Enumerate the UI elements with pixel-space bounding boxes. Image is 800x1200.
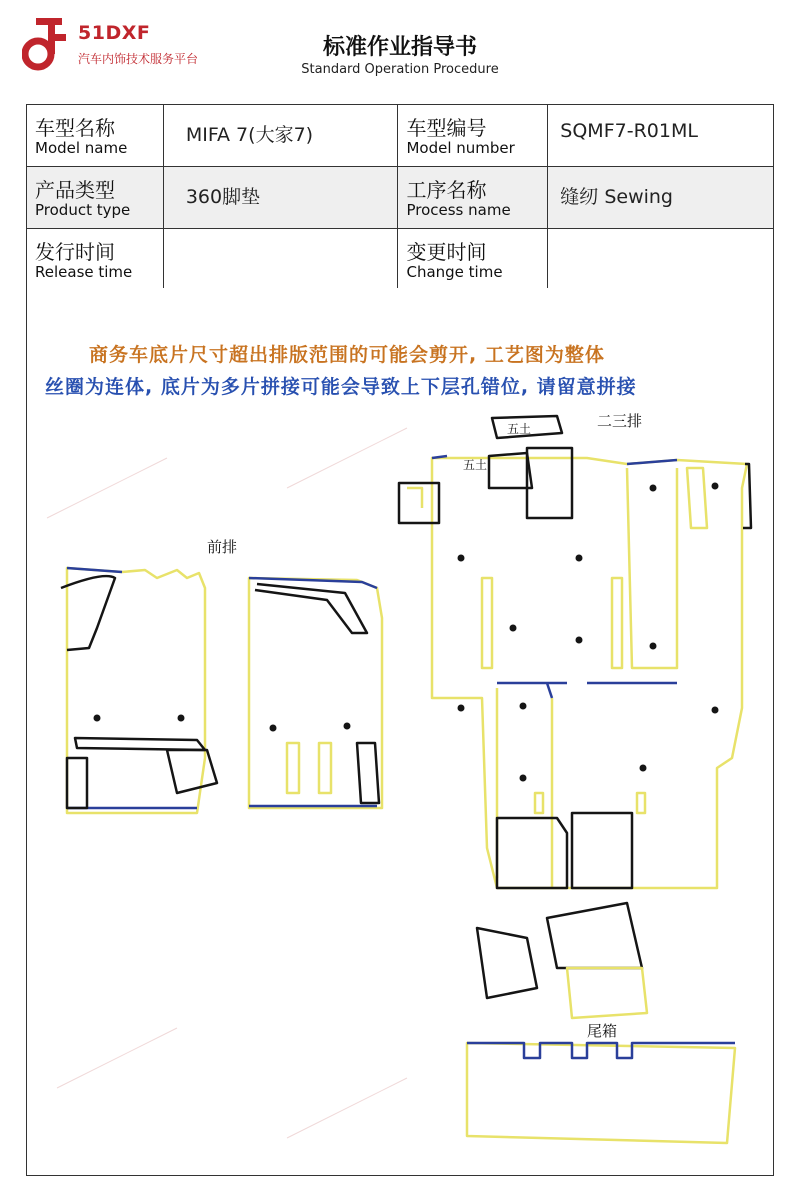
label-en: Change time — [406, 263, 503, 281]
label-en: Process name — [406, 201, 511, 219]
model-number-label — [398, 105, 548, 167]
release-time-value — [163, 229, 398, 289]
trunk-mat — [467, 1043, 735, 1143]
label-zh: 车型名称 — [35, 116, 115, 140]
small-piece-label: 五土 — [507, 422, 532, 436]
label-zh: 发行时间 — [35, 240, 115, 264]
label-zh: 产品类型 — [35, 178, 115, 202]
front-row-label: 前排 — [207, 538, 238, 556]
trunk-label: 尾箱 — [587, 1022, 618, 1040]
document-title: 标准作业指导书 — [322, 35, 477, 60]
label-en: Model name — [35, 139, 128, 157]
mat-layout-diagram — [26, 288, 774, 1176]
process-name-label — [398, 167, 548, 229]
front-right-mat — [249, 578, 382, 808]
model-name-label — [27, 105, 164, 167]
label-zh: 车型编号 — [406, 116, 487, 140]
product-type-label — [27, 167, 164, 229]
model-name-value: MIFA 7(大家7) — [163, 105, 398, 167]
info-table — [26, 104, 774, 289]
mat-outline-drawing — [27, 288, 775, 1176]
small-piece-label: 五土 — [463, 458, 488, 472]
label-zh: 变更时间 — [406, 240, 487, 264]
document-header — [0, 0, 800, 104]
info-row — [27, 229, 774, 289]
process-name-value: 缝纫 Sewing — [548, 167, 774, 229]
front-left-mat — [61, 568, 217, 813]
document-subtitle: Standard Operation Procedure — [301, 62, 499, 77]
lower-center-pieces — [477, 813, 647, 1018]
product-type-value: 360脚垫 — [163, 167, 398, 229]
release-time-label — [27, 229, 164, 289]
second-third-row-label: 二三排 — [597, 412, 643, 430]
label-zh: 工序名称 — [406, 178, 487, 202]
info-row — [27, 105, 774, 167]
label-en: Model number — [406, 139, 515, 157]
logo-mark-icon — [22, 16, 74, 74]
watermark-strokes — [47, 428, 407, 1138]
diagram-note-line2: 丝圈为连体, 底片为多片拼接可能会导致上下层孔错位, 请留意拼接 — [45, 376, 637, 398]
logo-tagline: 汽车内饰技术服务平台 — [78, 52, 199, 66]
change-time-value — [548, 229, 774, 289]
second-third-row-mat — [432, 456, 751, 888]
label-en: Product type — [35, 201, 131, 219]
change-time-label — [398, 229, 548, 289]
brand-logo — [22, 16, 242, 80]
diagram-note-line1: 商务车底片尺寸超出排版范围的可能会剪开, 工艺图为整体 — [89, 344, 605, 366]
model-number-value: SQMF7-R01ML — [548, 105, 774, 167]
info-row — [27, 167, 774, 229]
label-en: Release time — [35, 263, 133, 281]
logo-brand: 51DXF — [78, 22, 151, 44]
